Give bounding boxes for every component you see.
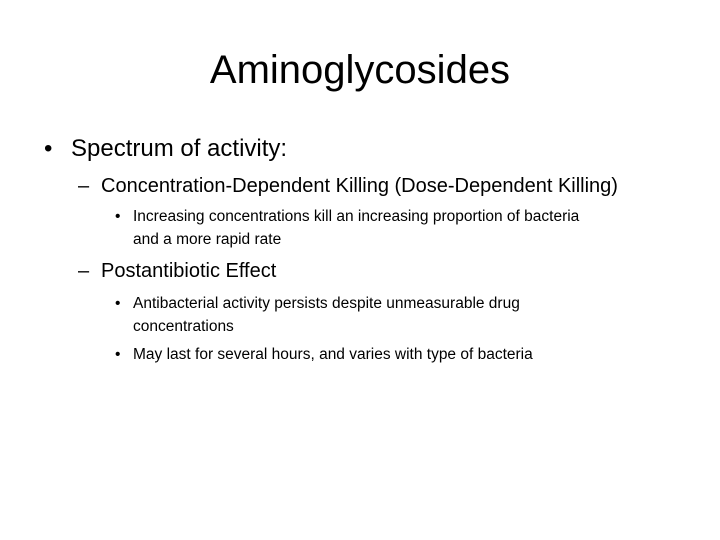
bullet-text-line2: and a more rapid rate <box>133 231 282 248</box>
dash-marker: – <box>78 175 90 197</box>
bullet-text: Postantibiotic Effect <box>101 260 277 282</box>
bullet-marker: • <box>115 346 121 363</box>
bullet-marker: • <box>115 295 121 312</box>
bullet-text-line1: Increasing concentrations kill an increasing proportion of bacteria <box>133 208 580 225</box>
bullet-marker: • <box>115 208 121 225</box>
bullet-marker: • <box>44 135 53 162</box>
bullet-text-line1: Antibacterial activity persists despite unmeasurable drug <box>133 295 520 312</box>
bullet-text: Concentration-Dependent Killing (Dose-Dependent Killing) <box>101 175 618 197</box>
bullet-text: Spectrum of activity: <box>71 135 288 162</box>
bullet-text-line2: concentrations <box>133 318 234 335</box>
dash-marker: – <box>78 260 90 282</box>
slide-title: Aminoglycosides <box>209 48 511 92</box>
bullet-text: May last for several hours, and varies with type of bacteria <box>133 346 533 363</box>
